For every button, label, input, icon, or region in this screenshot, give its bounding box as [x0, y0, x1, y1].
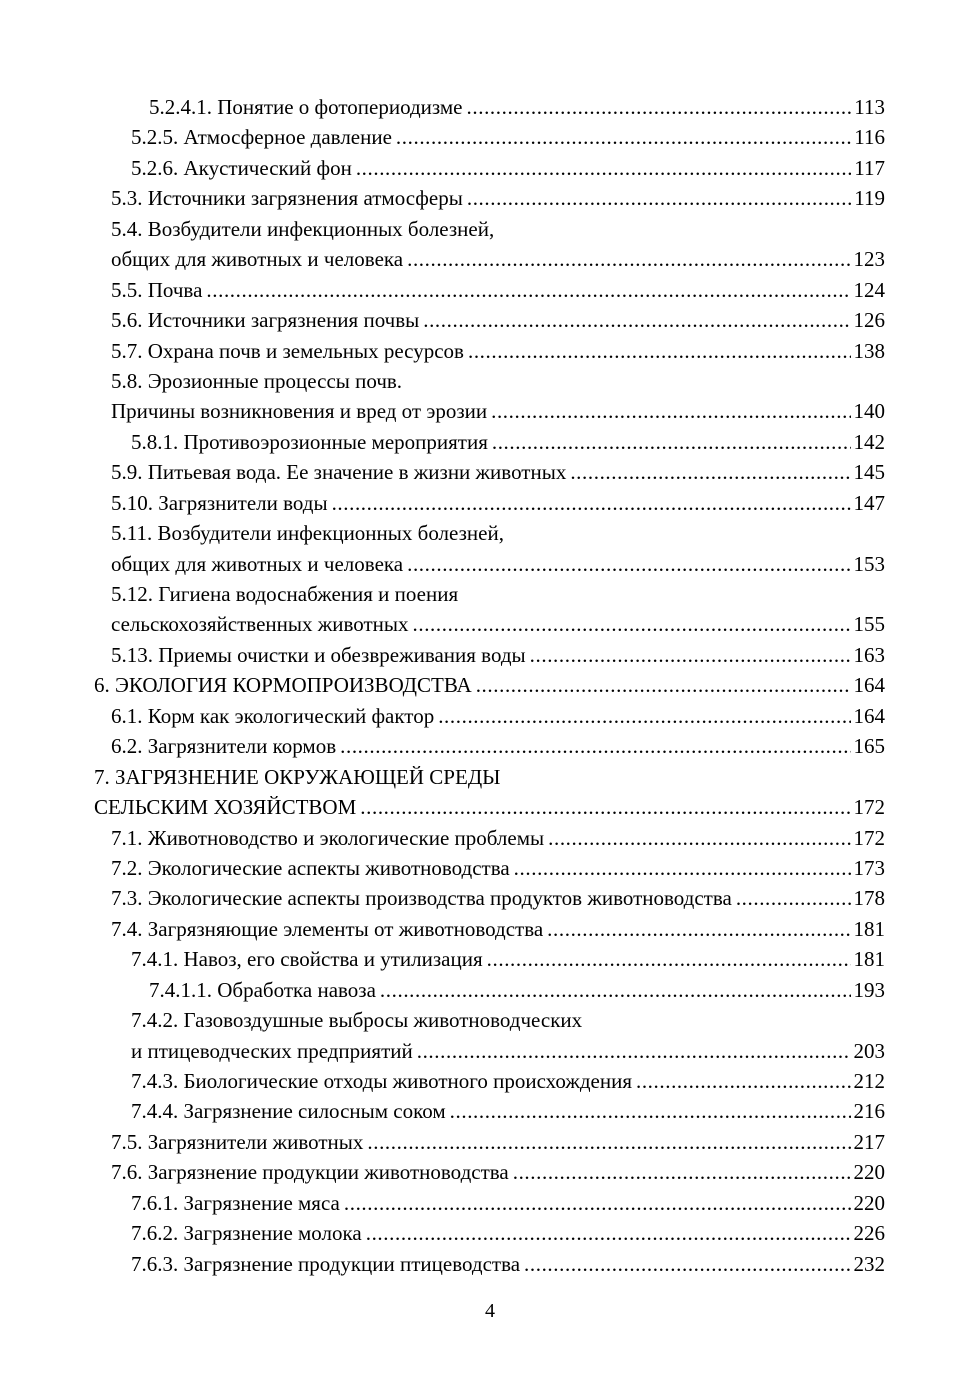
toc-entry-title: 7.5. Загрязнители животных	[111, 1129, 364, 1154]
toc-entry-page: 203	[853, 1038, 885, 1063]
toc-entry-title: 6.1. Корм как экологический фактор	[111, 703, 435, 728]
dot-leader	[360, 792, 850, 822]
toc-entry	[0, 640, 980, 670]
dot-leader	[396, 122, 851, 152]
dot-leader	[344, 1188, 851, 1218]
toc-entry	[0, 457, 980, 487]
toc-entry-page: 126	[853, 308, 885, 333]
toc-entry-page: 164	[853, 703, 885, 728]
toc-entry-page: 193	[853, 977, 885, 1002]
toc-entry-title: 7.4.1.1. Обработка навоза	[149, 977, 376, 1002]
toc-entry-title: 5.2.5. Атмосферное давление	[131, 125, 392, 150]
toc-entry-page: 138	[853, 338, 885, 363]
dot-leader	[423, 305, 850, 335]
dot-leader	[332, 488, 851, 518]
toc-entry-title: 7.6. Загрязнение продукции животноводства	[111, 1160, 509, 1185]
toc-entry-page: 165	[853, 734, 885, 759]
toc-entry-title: 7.4.3. Биологические отходы животного происхождения	[131, 1069, 632, 1093]
toc-entry-page: 145	[853, 460, 885, 485]
dot-leader	[547, 914, 850, 944]
toc-entry-title: 5.10. Загрязнители воды	[111, 490, 328, 515]
toc-entry-title: 6.2. Загрязнители кормов	[111, 734, 337, 759]
toc-entry	[0, 883, 980, 913]
toc-entry	[0, 275, 980, 305]
dot-leader	[206, 275, 850, 305]
toc-entry-page: 142	[853, 429, 885, 454]
toc-entry-page: 124	[853, 277, 885, 302]
dot-leader	[438, 701, 850, 731]
toc-entry-title: 5.12. Гигиена водоснабжения и поения	[111, 582, 459, 606]
toc-entry-page: 113	[854, 95, 885, 119]
dot-leader	[413, 609, 851, 639]
toc-entry-title: 5.6. Источники загрязнения почвы	[111, 308, 420, 333]
toc-entry-page: 164	[853, 673, 885, 698]
toc-entry	[0, 122, 980, 152]
toc-entry	[0, 305, 980, 335]
toc-entry	[0, 701, 980, 731]
dot-leader	[570, 457, 850, 487]
toc-entry-page: 116	[854, 125, 885, 150]
toc-entry-title: 5.11. Возбудители инфекционных болезней,	[111, 521, 504, 546]
dot-leader	[367, 1127, 850, 1157]
toc-entry-page: 220	[853, 1160, 885, 1185]
toc-entry	[0, 1249, 980, 1279]
toc-entry-title: общих для животных и человека	[111, 247, 404, 272]
toc-entry	[0, 609, 980, 639]
toc-entry	[0, 92, 980, 122]
toc-entry-page: 173	[853, 855, 885, 880]
toc-entry	[0, 153, 980, 183]
toc-entry	[0, 1036, 980, 1066]
toc-entry-title: 7.6.2. Загрязнение молока	[131, 1221, 362, 1246]
toc-entry-title: 5.8. Эрозионные процессы почв.	[111, 368, 403, 393]
dot-leader	[468, 336, 851, 366]
toc-entry	[0, 549, 980, 579]
toc-entry-page: 181	[853, 947, 885, 972]
table-of-contents	[0, 92, 980, 1279]
toc-entry-title: 7.6.3. Загрязнение продукции птицеводства	[131, 1251, 521, 1276]
toc-entry	[0, 488, 980, 518]
toc-entry	[0, 366, 980, 396]
dot-leader	[524, 1249, 850, 1279]
page-number: 4	[485, 1300, 495, 1322]
toc-entry-title: сельскохозяйственных животных	[111, 612, 409, 637]
dot-leader	[407, 549, 850, 579]
toc-entry-page: 163	[853, 642, 885, 667]
toc-entry-page: 153	[853, 551, 885, 576]
toc-entry-title: 5.7. Охрана почв и земельных ресурсов	[111, 338, 464, 363]
toc-entry-title: Причины возникновения и вред от эрозии	[111, 399, 488, 424]
toc-entry	[0, 1096, 980, 1126]
toc-entry-page: 212	[853, 1069, 885, 1093]
toc-entry	[0, 792, 980, 822]
toc-entry-page: 123	[853, 247, 885, 272]
toc-entry-title: 7.3. Экологические аспекты производства продуктов животноводства	[111, 886, 732, 911]
dot-leader	[467, 92, 852, 122]
dot-leader	[636, 1066, 851, 1096]
toc-entry	[0, 1157, 980, 1187]
toc-entry	[0, 427, 980, 457]
toc-entry-title: 7.4.1. Навоз, его свойства и утилизация	[131, 947, 483, 972]
toc-entry	[0, 396, 980, 426]
toc-entry-page: 147	[853, 490, 885, 515]
dot-leader	[366, 1218, 851, 1248]
toc-entry	[0, 518, 980, 548]
toc-entry	[0, 823, 980, 853]
dot-leader	[476, 670, 851, 700]
toc-entry	[0, 914, 980, 944]
toc-entry-page: 117	[854, 155, 885, 180]
toc-entry-page: 155	[853, 612, 885, 637]
toc-entry	[0, 1127, 980, 1157]
dot-leader	[467, 183, 851, 213]
toc-entry	[0, 853, 980, 883]
toc-entry	[0, 944, 980, 974]
toc-entry-title: 5.8.1. Противоэрозионные мероприятия	[131, 429, 488, 454]
toc-entry-title: 5.2.4.1. Понятие о фотопериодизме	[149, 95, 463, 119]
toc-entry	[0, 1005, 980, 1035]
toc-entry	[0, 762, 980, 792]
toc-entry-title: 5.2.6. Акустический фон	[131, 155, 352, 180]
toc-entry-page: 220	[853, 1190, 885, 1215]
toc-entry	[0, 670, 980, 700]
toc-entry-page: 119	[854, 186, 885, 211]
toc-entry	[0, 1066, 980, 1096]
toc-entry-title: 6. ЭКОЛОГИЯ КОРМОПРОИЗВОДСТВА	[94, 673, 472, 698]
toc-entry-page: 172	[853, 795, 885, 820]
dot-leader	[356, 153, 851, 183]
toc-entry-page: 232	[853, 1251, 885, 1276]
toc-entry-page: 217	[853, 1129, 885, 1154]
toc-entry	[0, 336, 980, 366]
toc-entry-page: 181	[853, 916, 885, 941]
toc-entry-page: 140	[853, 399, 885, 424]
toc-entry-title: 5.13. Приемы очистки и обезвреживания воды	[111, 642, 526, 667]
toc-entry-title: 5.3. Источники загрязнения атмосферы	[111, 186, 463, 211]
toc-entry-title: 7.4. Загрязняющие элементы от животноводства	[111, 916, 544, 941]
toc-entry-title: 7. ЗАГРЯЗНЕНИЕ ОКРУЖАЮЩЕЙ СРЕДЫ	[94, 764, 501, 789]
toc-entry-title: 5.9. Питьевая вода. Ее значение в жизни животных	[111, 460, 567, 485]
toc-entry-title: 7.6.1. Загрязнение мяса	[131, 1190, 340, 1215]
toc-entry-page: 226	[853, 1221, 885, 1246]
toc-entry	[0, 183, 980, 213]
dot-leader	[491, 396, 850, 426]
dot-leader	[407, 244, 850, 274]
dot-leader	[417, 1036, 851, 1066]
dot-leader	[530, 640, 851, 670]
dot-leader	[487, 944, 851, 974]
toc-entry-title: 5.5. Почва	[111, 277, 203, 302]
toc-entry-page: 216	[853, 1099, 885, 1124]
toc-entry-title: и птицеводческих предприятий	[131, 1038, 413, 1063]
toc-entry	[0, 1218, 980, 1248]
toc-entry-title: общих для животных и человека	[111, 551, 404, 576]
toc-entry-page: 172	[853, 825, 885, 850]
toc-entry-title: СЕЛЬСКИМ ХОЗЯЙСТВОМ	[94, 795, 357, 820]
toc-entry	[0, 1188, 980, 1218]
dot-leader	[380, 975, 851, 1005]
toc-entry-title: 7.4.2. Газовоздушные выбросы животноводческих	[131, 1008, 583, 1033]
toc-entry	[0, 244, 980, 274]
toc-entry	[0, 214, 980, 244]
toc-entry-title: 7.1. Животноводство и экологические проблемы	[111, 825, 545, 850]
toc-entry-title: 7.2. Экологические аспекты животноводства	[111, 855, 510, 880]
toc-entry	[0, 579, 980, 609]
toc-entry-page: 178	[853, 886, 885, 911]
toc-entry-title: 7.4.4. Загрязнение силосным соком	[131, 1099, 446, 1124]
dot-leader	[513, 1157, 851, 1187]
dot-leader	[450, 1096, 851, 1126]
toc-entry	[0, 731, 980, 761]
dot-leader	[340, 731, 850, 761]
dot-leader	[492, 427, 851, 457]
dot-leader	[736, 883, 851, 913]
dot-leader	[514, 853, 851, 883]
toc-entry-title: 5.4. Возбудители инфекционных болезней,	[111, 216, 495, 241]
dot-leader	[548, 823, 850, 853]
toc-entry	[0, 975, 980, 1005]
